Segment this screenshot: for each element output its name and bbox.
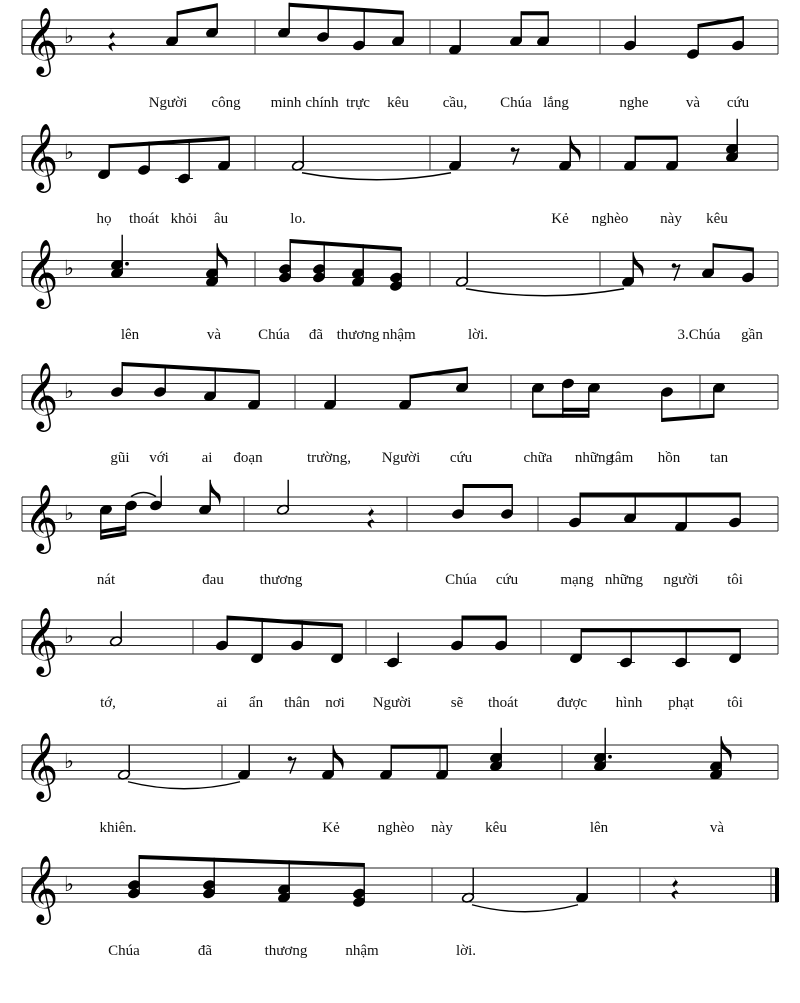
- final-barline-thick: [775, 868, 779, 902]
- staff-system-1: [22, 3, 778, 111]
- beam: [109, 136, 229, 148]
- lyric-syllable: khiên.: [99, 820, 137, 836]
- tie: [128, 782, 240, 789]
- lyric-syllable: này: [431, 820, 453, 836]
- lyric-syllable: này: [660, 211, 682, 227]
- beam: [662, 414, 714, 422]
- lyric-syllable: công: [211, 95, 241, 111]
- treble-clef: 𝄞: [24, 606, 59, 674]
- lyric-syllable: lên: [589, 820, 609, 836]
- lyric-syllable: đã: [308, 327, 324, 343]
- lyric-syllable: nghe: [619, 95, 649, 111]
- quarter-rest: [672, 877, 680, 900]
- tie: [466, 289, 624, 296]
- lyric-syllable: trường,: [307, 450, 351, 466]
- lyric-syllable: Chúa: [258, 327, 290, 343]
- lyric-syllable: thương: [336, 327, 380, 343]
- lyric-syllable: Kẻ: [551, 211, 569, 227]
- staff-system-6: [22, 606, 778, 711]
- lyric-syllable: cứu: [449, 450, 473, 466]
- tie: [472, 905, 578, 912]
- beam: [533, 414, 589, 418]
- lyric-syllable: tâm: [610, 450, 634, 466]
- lyric-syllable: kêu: [387, 95, 409, 111]
- lyric-syllable: ẩn: [248, 695, 264, 711]
- lyric-syllable: đã: [197, 943, 213, 959]
- staff-system-4: [22, 361, 778, 466]
- lyric-syllable: với: [149, 450, 169, 466]
- lyric-syllable: chính: [305, 95, 339, 111]
- staff-system-7: [22, 728, 778, 836]
- lyric-syllable: và: [206, 327, 222, 343]
- beam: [462, 616, 506, 620]
- note-flag: [210, 480, 221, 506]
- lyric-syllable: gần: [741, 327, 763, 343]
- lyric-syllable: lời.: [467, 327, 489, 343]
- treble-clef: 𝄞: [24, 483, 59, 551]
- treble-clef: 𝄞: [24, 238, 59, 306]
- beam: [139, 855, 364, 867]
- augmentation-dot: [125, 262, 129, 266]
- key-signature-flat: ♭: [64, 379, 74, 403]
- treble-clef: 𝄞: [24, 6, 59, 74]
- tie: [302, 173, 451, 180]
- lyric-syllable: Chúa: [108, 943, 140, 959]
- lyric-syllable: tớ,: [100, 695, 116, 711]
- lyric-syllable: mạng: [560, 572, 594, 588]
- lyric-syllable: gũi: [110, 450, 130, 466]
- beam: [177, 3, 217, 15]
- treble-clef: 𝄞: [24, 854, 59, 922]
- lyric-syllable: đau: [202, 572, 224, 588]
- lyric-syllable: âu: [213, 211, 229, 227]
- lyric-syllable: nhậm: [382, 327, 416, 343]
- beam: [580, 493, 740, 497]
- lyric-syllable: nát: [96, 572, 116, 588]
- lyric-syllable: thoát: [129, 211, 159, 227]
- beam: [290, 239, 401, 251]
- lyric-syllable: chữa: [523, 450, 553, 466]
- lyric-syllable: và: [685, 95, 701, 111]
- staff-system-2: [22, 119, 778, 227]
- lyric-syllable: hồn: [657, 450, 681, 466]
- lyric-syllable: Kẻ: [322, 820, 340, 836]
- note-flag: [217, 243, 228, 269]
- lyric-syllable: thương: [264, 943, 308, 959]
- lyric-syllable: ai: [201, 450, 213, 466]
- beam: [581, 628, 740, 632]
- beam: [521, 11, 548, 15]
- beam: [227, 616, 342, 628]
- lyric-syllable: tôi: [727, 572, 743, 588]
- key-signature-flat: ♭: [64, 256, 74, 280]
- lyric-syllable: nơi: [325, 695, 345, 711]
- lyric-syllable: lời.: [455, 943, 477, 959]
- lyric-syllable: minh: [270, 95, 302, 111]
- lyric-syllable: khỏi: [170, 211, 198, 227]
- key-signature-flat: ♭: [64, 872, 74, 896]
- lyric-syllable: Người: [372, 695, 412, 711]
- beam: [289, 3, 403, 15]
- lyric-syllable: Chúa: [445, 572, 477, 588]
- lyric-syllable: Người: [381, 450, 421, 466]
- lyric-syllable: nghèo: [377, 820, 415, 836]
- lyric-syllable: người: [663, 572, 699, 588]
- treble-clef: 𝄞: [24, 122, 59, 190]
- lyric-syllable: thoát: [488, 695, 518, 711]
- staff-system-8: [22, 854, 779, 959]
- staff-system-3: [22, 235, 778, 343]
- treble-clef: 𝄞: [24, 731, 59, 799]
- beam: [391, 745, 447, 749]
- lyric-syllable: lắng: [543, 95, 569, 111]
- note-flag: [570, 136, 581, 162]
- eighth-rest: [511, 149, 519, 165]
- treble-clef: 𝄞: [24, 361, 59, 429]
- lyric-syllable: thân: [284, 695, 310, 711]
- lyric-syllable: nhậm: [345, 943, 379, 959]
- beam: [410, 367, 467, 379]
- lyric-syllable: tôi: [727, 695, 743, 711]
- beam: [463, 484, 512, 488]
- lyric-syllable: hình: [615, 695, 643, 711]
- lyric-syllable: được: [556, 695, 588, 711]
- beam: [635, 136, 677, 140]
- lyric-syllable: kêu: [706, 211, 728, 227]
- lyric-syllable: nghèo: [591, 211, 629, 227]
- lyric-syllable: phạt: [668, 695, 694, 711]
- lyric-syllable: kêu: [485, 820, 507, 836]
- eighth-rest: [288, 758, 296, 774]
- lyric-syllable: cứu: [726, 95, 750, 111]
- augmentation-dot: [608, 755, 612, 759]
- beam: [713, 243, 753, 251]
- beam: [698, 16, 743, 28]
- lyric-syllable: Người: [148, 95, 188, 111]
- lyric-syllable: những: [574, 450, 614, 466]
- lyric-syllable: sẽ: [450, 695, 464, 711]
- key-signature-flat: ♭: [64, 501, 74, 525]
- lyric-syllable: cứu: [495, 572, 519, 588]
- lyric-syllable: Chúa: [500, 95, 532, 111]
- key-signature-flat: ♭: [64, 140, 74, 164]
- eighth-rest: [672, 265, 680, 281]
- quarter-rest: [109, 29, 117, 52]
- quarter-rest: [368, 506, 376, 529]
- lyric-syllable: họ: [96, 211, 112, 227]
- note-flag: [721, 736, 732, 762]
- note-flag: [333, 745, 344, 771]
- note-flag: [633, 252, 644, 278]
- key-signature-flat: ♭: [64, 24, 74, 48]
- lyric-syllable: những: [604, 572, 644, 588]
- slur: [131, 493, 156, 497]
- lyric-syllable: thương: [259, 572, 303, 588]
- lyric-syllable: lên: [120, 327, 140, 343]
- lyric-syllable: và: [709, 820, 725, 836]
- lyric-syllable: lo.: [290, 211, 306, 227]
- lyric-syllable: ai: [216, 695, 228, 711]
- key-signature-flat: ♭: [64, 624, 74, 648]
- secondary-beam: [563, 408, 589, 412]
- lyric-syllable: 3.Chúa: [677, 327, 721, 343]
- lyric-syllable: cầu,: [442, 95, 468, 111]
- lyric-syllable: đoạn: [233, 450, 263, 466]
- beam: [122, 362, 259, 374]
- staff-system-5: [22, 476, 778, 589]
- lyric-syllable: trực: [346, 95, 370, 111]
- lyric-syllable: tan: [709, 450, 729, 466]
- key-signature-flat: ♭: [64, 749, 74, 773]
